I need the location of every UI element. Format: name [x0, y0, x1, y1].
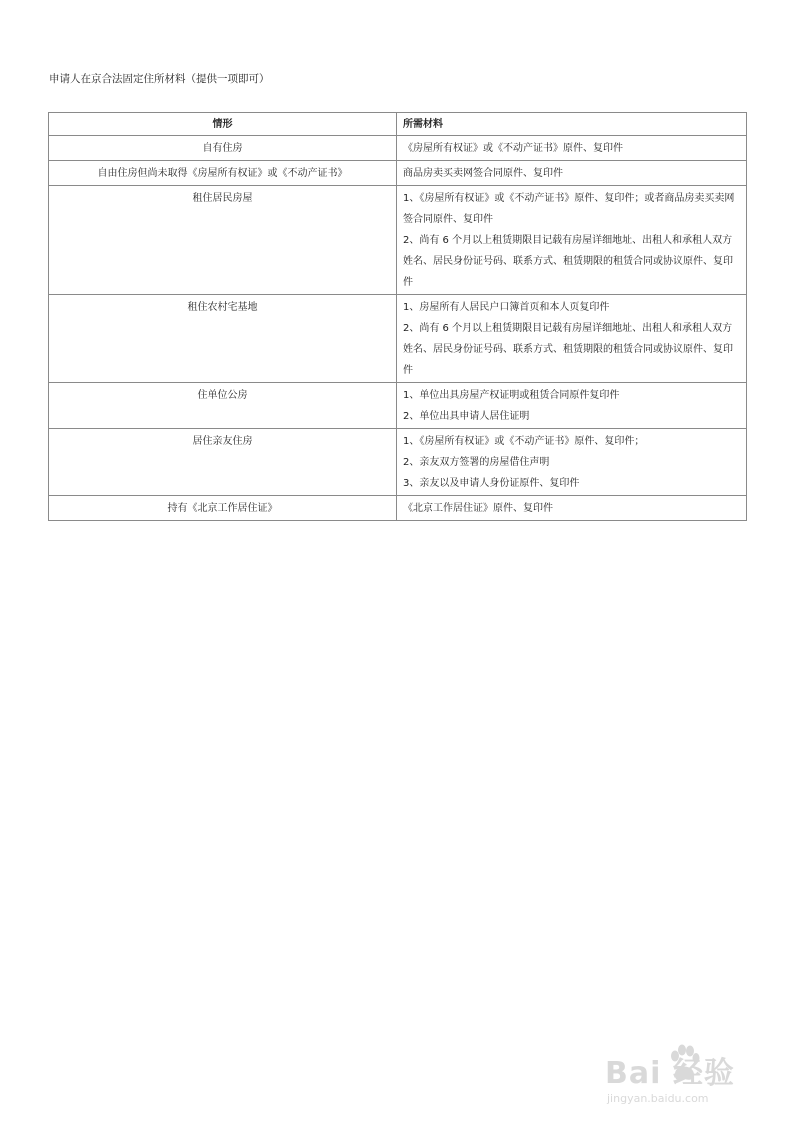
situation-cell: 自由住房但尚未取得《房屋所有权证》或《不动产证书》 — [49, 161, 397, 186]
situation-cell: 住单位公房 — [49, 383, 397, 429]
material-line: 1、《房屋所有权证》或《不动产证书》原件、复印件； — [403, 436, 645, 447]
materials-cell — [397, 161, 747, 186]
table-row — [49, 496, 747, 521]
document-heading: 申请人在京合法固定住所材料（提供一项即可） — [49, 73, 270, 85]
materials-cell — [397, 186, 747, 295]
materials-cell — [397, 295, 747, 383]
table-header-row — [49, 113, 747, 136]
material-line: 《北京工作居住证》原件、复印件 — [403, 503, 553, 514]
header-situation: 情形 — [49, 113, 397, 136]
materials-cell — [397, 136, 747, 161]
material-line: 2、亲友双方签署的房屋借住声明 — [403, 457, 550, 468]
table-row — [49, 136, 747, 161]
materials-table — [48, 112, 747, 521]
table-row — [49, 383, 747, 429]
table-row — [49, 429, 747, 496]
watermark-logo-text: Bai 经验 — [605, 1056, 735, 1091]
table-row — [49, 161, 747, 186]
material-line: 3、亲友以及申请人身份证原件、复印件 — [403, 478, 580, 489]
material-line: 2、尚有 6 个月以上租赁期限目记载有房屋详细地址、出租人和承租人双方姓名、居民身份证号码、联系方式、租赁期限的租赁合同或协议原件、复印件 — [403, 323, 733, 376]
situation-cell: 自有住房 — [49, 136, 397, 161]
material-line: 2、尚有 6 个月以上租赁期限目记载有房屋详细地址、出租人和承租人双方姓名、居民身份证号码、联系方式、租赁期限的租赁合同或协议原件、复印件 — [403, 235, 733, 288]
materials-cell — [397, 496, 747, 521]
material-line: 商品房卖买卖网签合同原件、复印件 — [403, 168, 563, 179]
header-materials: 所需材料 — [397, 113, 747, 136]
watermark-url: jingyan.baidu.com — [607, 1092, 709, 1105]
materials-cell — [397, 429, 747, 496]
material-line: 1、单位出具房屋产权证明或租赁合同原件复印件 — [403, 390, 620, 401]
baidu-jingyan-watermark — [605, 1040, 755, 1110]
situation-cell: 居住亲友住房 — [49, 429, 397, 496]
material-line: 2、单位出具申请人居住证明 — [403, 411, 530, 422]
situation-cell: 持有《北京工作居住证》 — [49, 496, 397, 521]
table-row — [49, 295, 747, 383]
situation-cell: 租住农村宅基地 — [49, 295, 397, 383]
material-line: 1、房屋所有人居民户口簿首页和本人页复印件 — [403, 302, 610, 313]
situation-cell: 租住居民房屋 — [49, 186, 397, 295]
material-line: 《房屋所有权证》或《不动产证书》原件、复印件 — [403, 143, 623, 154]
material-line: 1、《房屋所有权证》或《不动产证书》原件、复印件；或者商品房卖买卖网签合同原件、复印件 — [403, 193, 735, 225]
materials-cell — [397, 383, 747, 429]
table-row — [49, 186, 747, 295]
